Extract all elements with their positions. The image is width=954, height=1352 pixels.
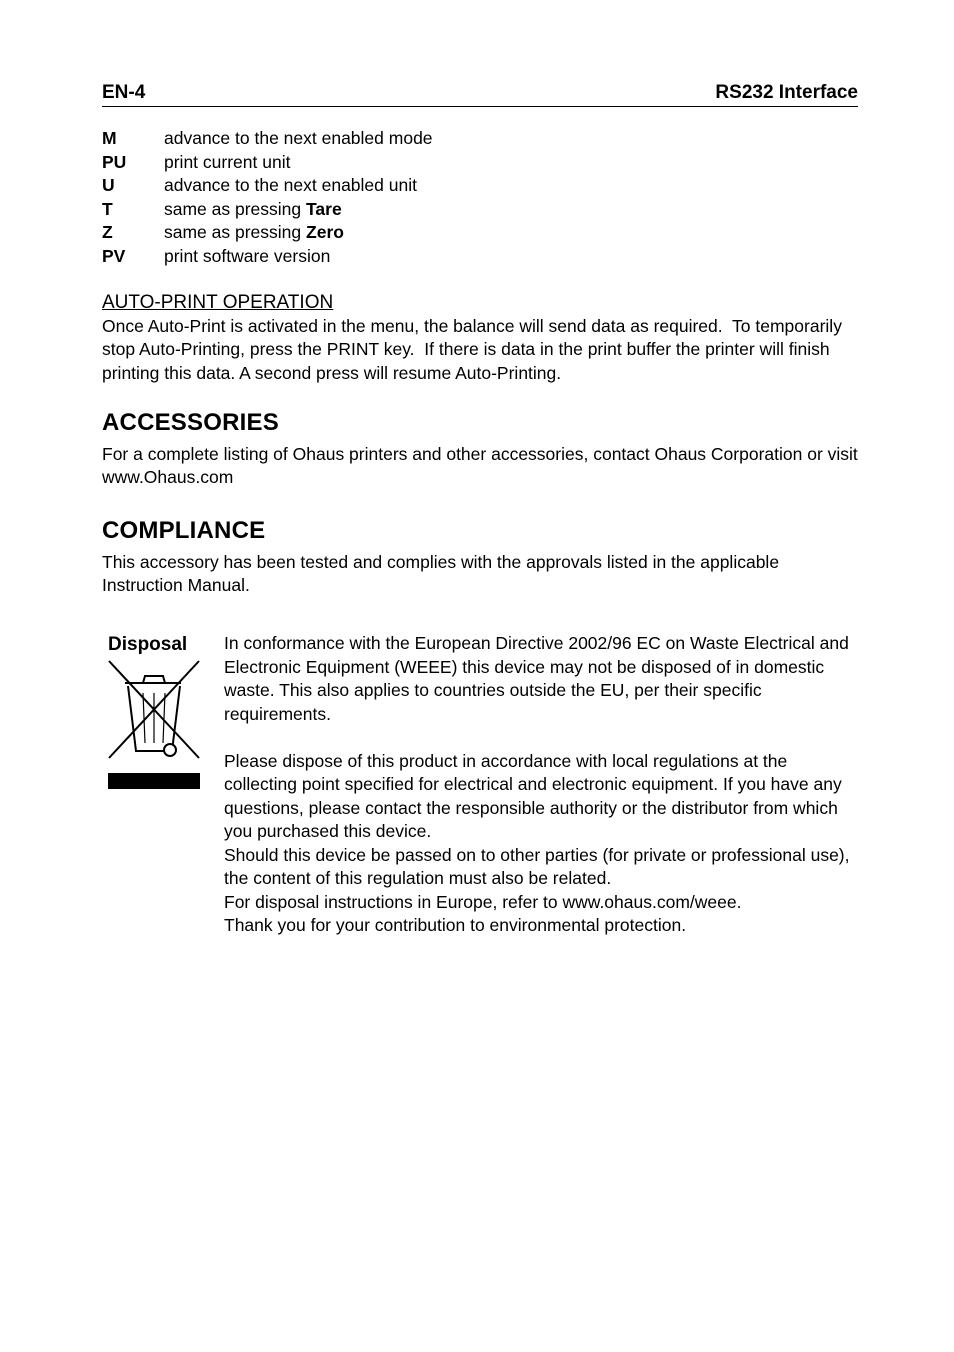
accessories-body: For a complete listing of Ohaus printers and other accessories, contact Ohaus Corporation or visit www.Ohaus.com (102, 443, 858, 487)
page-header (102, 82, 858, 107)
command-key-name: Zero (306, 222, 344, 242)
disposal-text (224, 632, 864, 938)
command-description: advance to the next enabled unit (164, 175, 417, 195)
command-row (102, 151, 433, 175)
command-list (102, 127, 433, 268)
command-row (102, 221, 433, 245)
disposal-paragraph: Should this device be passed on to other parties (for private or professional use), the content of this regulation must also be related. (224, 844, 850, 888)
disposal-paragraph: For disposal instructions in Europe, refer to www.ohaus.com/weee. (224, 891, 742, 912)
page-number: EN-4 (102, 82, 146, 103)
command-row (102, 174, 433, 198)
command-description (164, 198, 342, 222)
command-code: T (102, 198, 113, 219)
command-description-text: same as pressing (164, 198, 307, 219)
command-row (102, 127, 433, 151)
section-title: RS232 Interface (715, 82, 858, 103)
command-code: U (102, 175, 115, 195)
disposal-paragraph: In conformance with the European Directive 2002/96 EC on Waste Electrical and Electronic Equipment (WEEE) this device may not be disposed of in domestic waste. This also applies to countries outside the EU, per their specific requirements. (224, 633, 849, 724)
command-code: Z (102, 222, 113, 242)
command-description (164, 221, 344, 245)
compliance-heading: COMPLIANCE (102, 517, 266, 544)
disposal-paragraph: Please dispose of this product in accordance with local regulations at the collecting point specified for electrical and electronic equipment. If you have any questions, please contact the responsible authority or the distributor from which you purchased this device. (224, 750, 842, 841)
compliance-body: This accessory has been tested and complies with the approvals listed in the applicable Instruction Manual. (102, 551, 780, 595)
command-code: M (102, 128, 117, 148)
command-key-name: Tare (306, 198, 342, 219)
command-code: PU (102, 151, 127, 172)
weee-crossed-bin-icon (107, 657, 201, 791)
command-description-text: same as pressing (164, 222, 307, 242)
command-description: advance to the next enabled mode (164, 128, 433, 148)
command-description: print current unit (164, 151, 291, 172)
command-row (102, 245, 433, 269)
command-row (102, 198, 433, 222)
accessories-section (102, 411, 858, 490)
compliance-section (102, 519, 858, 598)
autoprint-title: AUTO-PRINT OPERATION (102, 292, 334, 313)
autoprint-section (102, 291, 858, 385)
command-code: PV (102, 245, 126, 266)
disposal-paragraph: Thank you for your contribution to environmental protection. (224, 915, 687, 935)
disposal-label: Disposal (108, 634, 188, 655)
autoprint-body: Once Auto-Print is activated in the menu, the balance will send data as required. To temporarily stop Auto-Printing, press the PRINT key. If there is data in the print buffer the printer will finish printing this data. A second press will resume Auto-Printing. (102, 315, 847, 383)
command-description: print software version (164, 245, 331, 266)
paragraph-spacer (224, 726, 864, 750)
accessories-heading: ACCESSORIES (102, 409, 279, 436)
